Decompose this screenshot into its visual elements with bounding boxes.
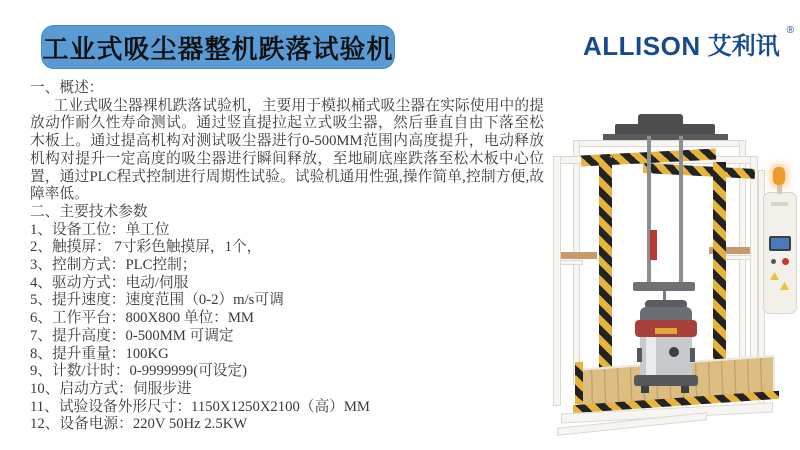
brand-name-en: ALLISON <box>583 31 701 61</box>
gantry-plate <box>603 134 728 140</box>
left-shelf-pad <box>557 252 597 259</box>
spec-item-9: 9、计数/计时：0-9999999(可设定) <box>30 363 248 380</box>
signal-lamp-pole <box>777 184 782 194</box>
hazard-column-right <box>713 162 726 387</box>
spec-item-12: 12、设备电源：220V 50Hz 2.5KW <box>30 416 248 433</box>
title-banner <box>41 25 395 69</box>
spec-item-6: 6、工作平台：800X800 单位：MM <box>30 310 254 327</box>
spec-item-4: 4、驱动方式：电动/伺服 <box>30 274 189 291</box>
vacuum-clamp-left <box>637 348 642 362</box>
vacuum-label <box>655 328 677 334</box>
vacuum-clamp-right <box>690 348 695 362</box>
registered-trademark-icon: ® <box>786 25 794 36</box>
emergency-stop-button <box>782 258 789 265</box>
spec-item-3: 3、控制方式：PLC控制； <box>30 257 197 274</box>
spec-text-block <box>30 80 544 434</box>
vacuum-base <box>634 375 698 386</box>
lift-carriage <box>633 282 695 291</box>
brand-logo <box>583 25 794 61</box>
lift-rail-left <box>647 136 651 286</box>
spec-item-5: 5、提升速度：速度范围（0-2）m/s可调 <box>30 292 284 309</box>
lift-cylinder <box>650 230 657 260</box>
vacuum-caster-left <box>641 386 649 393</box>
spec-item-8: 8、提升重量：100KG <box>30 345 169 362</box>
spec-item-2: 2、触摸屏： 7寸彩色触摸屏，1个， <box>30 239 262 256</box>
vacuum-drum-highlight <box>646 337 656 377</box>
lift-rail-right <box>679 136 683 286</box>
power-button <box>771 259 776 264</box>
platform-hazard-left-edge <box>575 362 583 405</box>
overview-heading: 一、概述： <box>30 80 104 96</box>
spec-item-7: 7、提升高度：0-500MM 可调定 <box>30 327 234 344</box>
spec-item-10: 10、启动方式：伺服步进 <box>30 380 192 397</box>
spec-item-11: 11、试验设备外形尺寸：1150X1250X2100（高）MM <box>30 398 370 415</box>
touchscreen <box>769 236 791 251</box>
frame-front-left-column <box>553 156 561 406</box>
page-title: 工业式吸尘器整机跌落试验机 <box>42 34 394 64</box>
spec-item-1: 1、设备工位：单工位 <box>30 221 170 238</box>
specs-heading: 二、主要技术参数 <box>30 203 148 220</box>
cabinet-nameplate <box>771 202 788 206</box>
control-cabinet <box>763 192 797 314</box>
vacuum-caster-right <box>681 386 689 393</box>
machine-photo <box>543 110 800 442</box>
vacuum-hose-port <box>669 347 679 357</box>
signal-lamp <box>773 167 785 185</box>
overview-paragraph: 工业式吸尘器裸机跌落试验机，主要用于模拟桶式吸尘器在实际使用中的提放动作耐久性寿命测试。通过竖直提拉起立式吸尘器，然后垂直自由下落至松木板上。通过提高机构对测试吸尘器进行0-500MM范围内高度提升，电动释放机构对提升一定高度的吸尘器进行瞬间释放，至地刷底座跌落至松木板中心位置，通过PLC程式控制进行周期性试验。试验机通用性强,操作简单,控制方便,故障率低。 <box>30 97 544 203</box>
frame-top-back-beam <box>573 140 745 147</box>
brand-name-cn: 艾利讯 <box>707 33 780 60</box>
